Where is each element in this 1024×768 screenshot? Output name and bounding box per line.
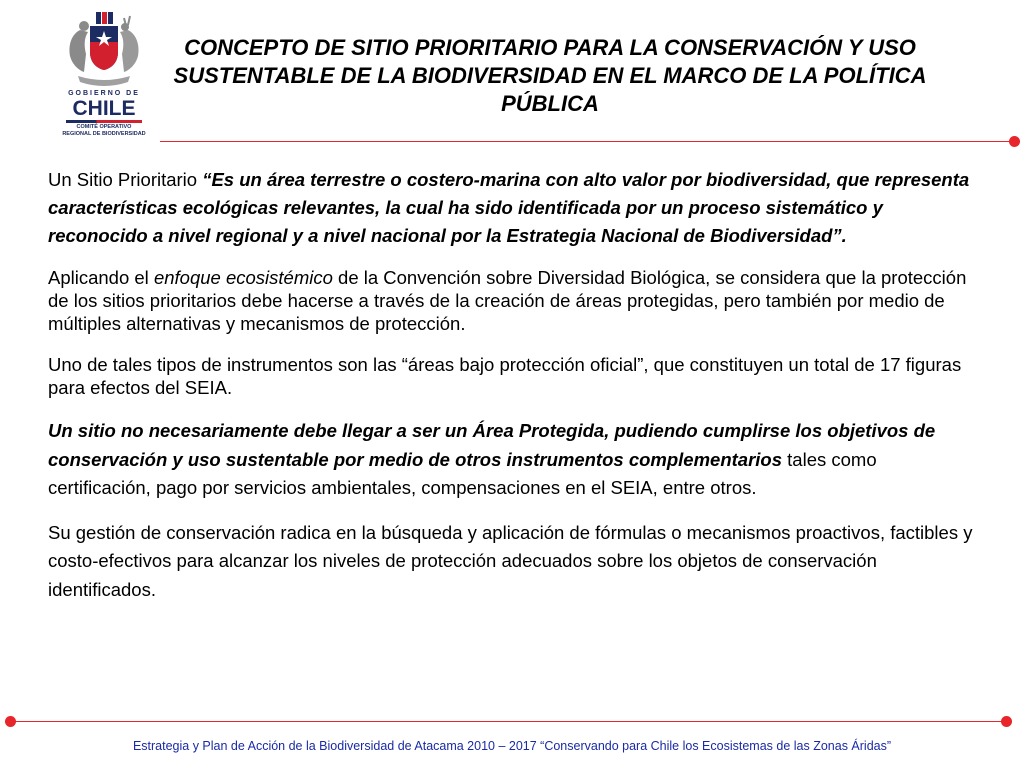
logo-sub-line1: COMITÉ OPERATIVO — [76, 124, 132, 130]
paragraph-definition — [48, 166, 978, 250]
coat-of-arms-icon — [58, 10, 150, 90]
footer-dot-left — [5, 716, 16, 727]
gobierno-de-chile-logo — [58, 10, 150, 137]
slide-body — [48, 166, 978, 604]
title-divider — [160, 141, 1015, 142]
footer-divider — [10, 721, 1006, 722]
footer-text: Estrategia y Plan de Acción de la Biodiversidad de Atacama 2010 – 2017 “Conservando para Chile los Ecosistemas de las Zonas Áridas” — [132, 739, 892, 753]
logo-gobierno-text: GOBIERNO DE — [68, 90, 140, 97]
paragraph-management: Su gestión de conservación radica en la búsqueda y aplicación de fórmulas o mecanismos proactivos, factibles y costo-efectivos para alcanzar los niveles de protección adecuados sobre los objetos de conservación identificados. — [48, 521, 973, 600]
logo-sub-line2: REGIONAL DE BIODIVERSIDAD — [62, 130, 146, 137]
footer-dot-right — [1001, 716, 1012, 727]
divider-dot-right — [1009, 136, 1020, 147]
paragraph-instruments — [48, 417, 978, 503]
paragraph-ecosystem-approach — [48, 266, 978, 335]
slide-title: CONCEPTO DE SITIO PRIORITARIO PARA LA CONSERVACIÓN Y USO SUSTENTABLE DE LA BIODIVERSIDAD EN EL MARCO DE LA POLÍTICA PÚBLICA — [173, 35, 927, 116]
instruments-rest: tales como certificación, pago por servicios ambientales, compensaciones en el SEIA, entre otros. — [48, 448, 877, 498]
instruments-bold: Un sitio no necesariamente debe llegar a ser un Área Protegida, pudiendo cumplirse los objetivos de conservación y uso sustentable por medio de otros instrumentos complementarios — [48, 420, 936, 470]
ecosystem-text-a: Aplicando el — [48, 267, 154, 288]
definition-intro: Un Sitio Prioritario — [48, 169, 203, 190]
logo-flag-stripe — [66, 120, 142, 123]
definition-quote: “Es un área terrestre o costero-marina con alto valor por biodiversidad, que representa características ecológicas relevantes, la cual ha sido identificada por un proceso sistemático y reconocido a nivel regional y a nivel nacional por la Estrategia Nacional de Biodiversidad”. — [48, 169, 970, 246]
logo-subtitle — [58, 124, 150, 137]
ecosystem-text-b: de la Convención sobre Diversidad Biológica, se considera que la protección de los sitios prioritarios debe hacerse a través de la creación de áreas protegidas, pero también por medio de múltiples alternativas y mecanismos de protección. — [48, 267, 967, 334]
logo-chile-text: CHILE — [72, 97, 136, 120]
ecosystem-emphasis: enfoque ecosistémico — [153, 267, 333, 288]
paragraph-protected-areas: Uno de tales tipos de instrumentos son las “áreas bajo protección oficial”, que constituyen un total de 17 figuras para efectos del SEIA. — [48, 354, 962, 398]
